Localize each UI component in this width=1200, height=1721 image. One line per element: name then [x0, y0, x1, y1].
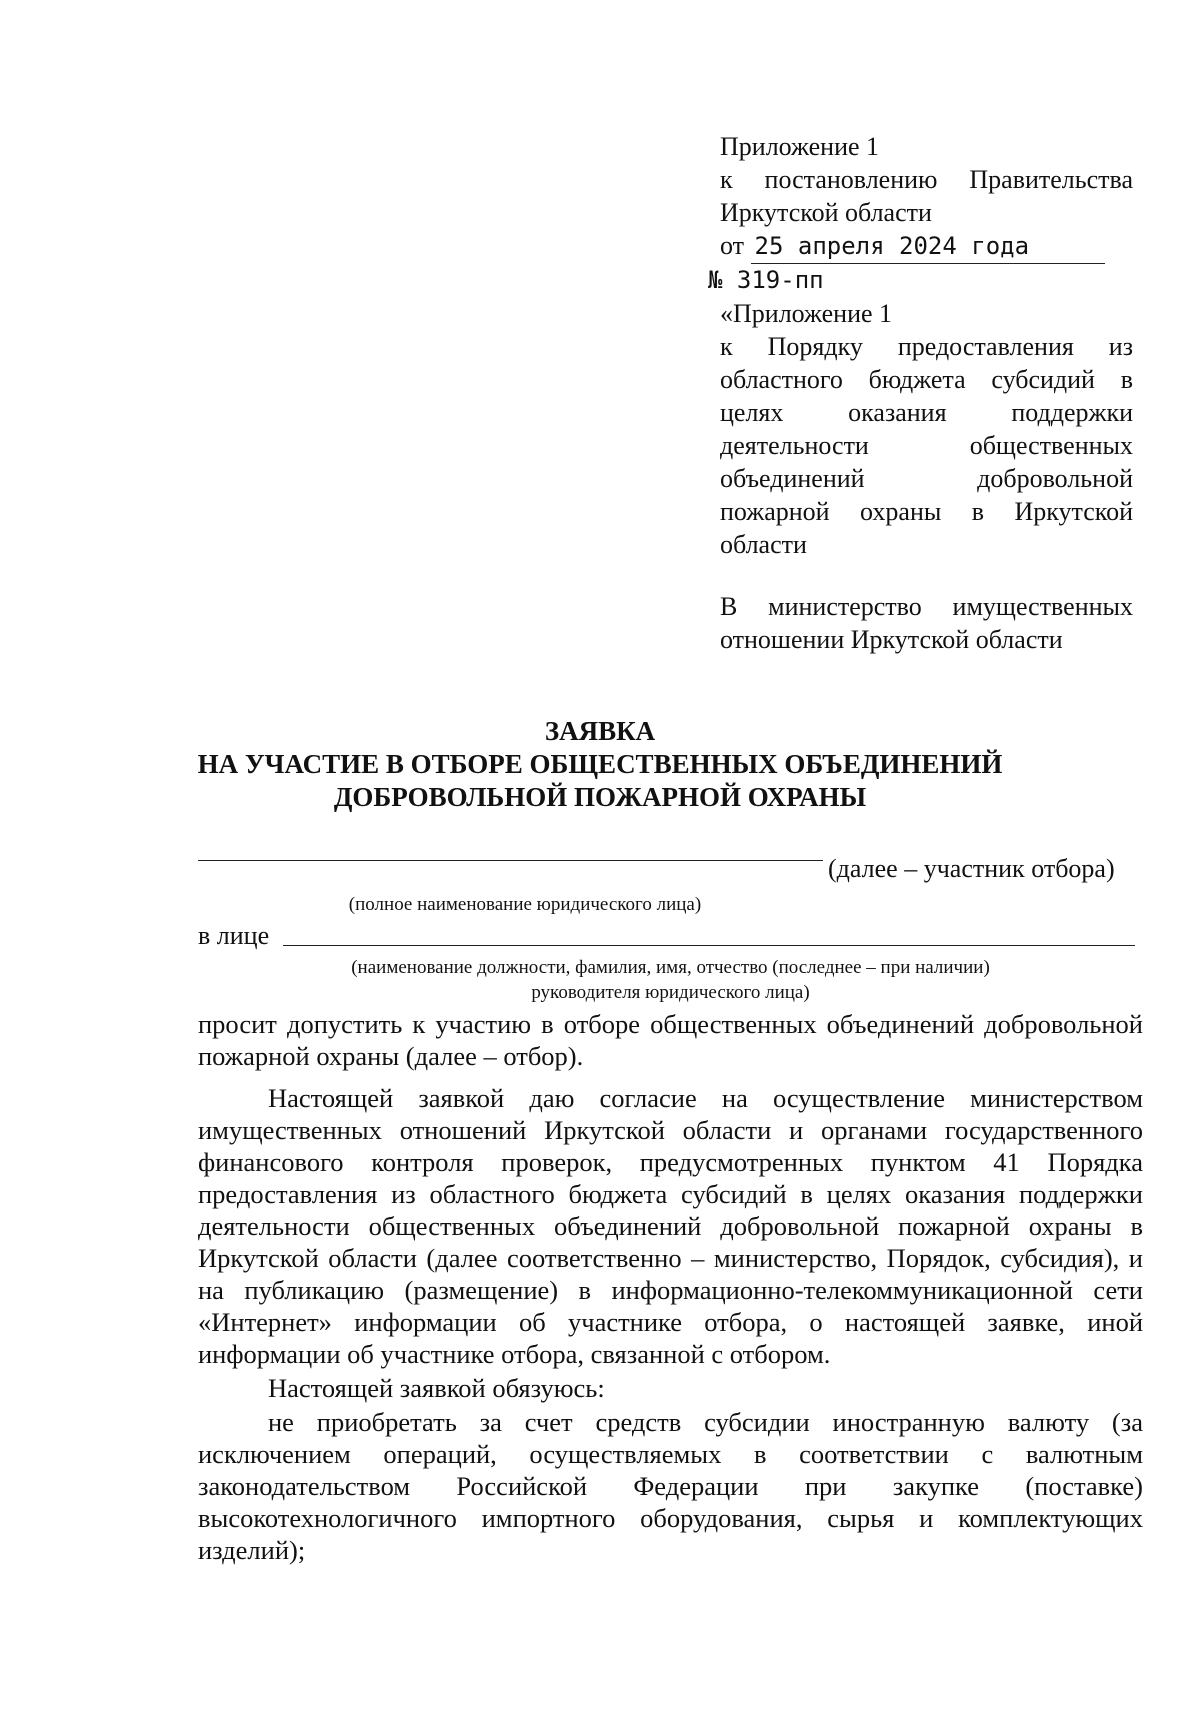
order-line: пожарной охраны в Иркутской [720, 497, 1133, 526]
addressee-line: В министерство имущественных [720, 592, 1133, 621]
date-row [720, 229, 1133, 264]
participant-name-field[interactable] [198, 860, 823, 861]
body-paragraph: просит допустить к участию в отборе общественных объединений добровольной пожарной охраны (далее – отбор). [198, 1009, 1143, 1071]
participant-caption: (полное наименование юридического лица) [348, 894, 702, 915]
region-line: Иркутской области [720, 198, 932, 227]
order-line: к Порядку предоставления из [720, 332, 1133, 361]
title-line: НА УЧАСТИЕ В ОТБОРЕ ОБЩЕСТВЕННЫХ ОБЪЕДИНЕНИЙ [197, 749, 1003, 779]
order-line: целях оказания поддержки [720, 398, 1133, 427]
body-paragraph: Настоящей заявкой обязуюсь: [268, 1373, 605, 1403]
order-line: объединений добровольной [720, 464, 1133, 493]
representative-caption: (наименование должности, фамилия, имя, отчество (последнее – при наличии) [351, 957, 990, 978]
date-value: 25 апреля 2024 года [751, 230, 1105, 264]
order-line: деятельности общественных [720, 431, 1133, 460]
representative-field[interactable] [283, 945, 1135, 946]
resolution-line: к постановлению Правительства [720, 165, 1133, 194]
addressee-block [720, 590, 1133, 656]
body-paragraph: не приобретать за счет средств субсидии иностранную валюту (за исключением операций, осуществляемых в соответствии с валютным законодательством Российской Федерации при закупке (поставке) высокотехнологичного импортного оборудования, сырья и комплектующих изделий); [198, 1407, 1143, 1565]
body-paragraph: Настоящей заявкой даю согласие на осуществление министерством имущественных отношений Иркутской области и органами государственного финансового контроля проверок, предусмотренных пунктом 41 Порядка предоставления из областного бюджета субсидий в целях оказания поддержки деятельности общественных объединений добровольной пожарной охраны в Иркутской области (далее соответственно – министерство, Порядок, субсидия), и на публикацию (размещение) в информационно-телекоммуникационной сети «Интернет» информации об участнике отбора, о настоящей заявке, иной информации об участнике отбора, связанной с отбором. [198, 1083, 1143, 1369]
title-line: ДОБРОВОЛЬНОЙ ПОЖАРНОЙ ОХРАНЫ [333, 782, 867, 812]
order-line: областного бюджета субсидий в [720, 365, 1133, 394]
participant-suffix: (далее – участник отбора) [828, 854, 1115, 883]
representative-caption: руководителя юридического лица) [531, 982, 810, 1003]
appendix-quote: «Приложение 1 [720, 299, 893, 328]
application-body [198, 1008, 1143, 1566]
order-line: области [720, 530, 807, 559]
title-line: ЗАЯВКА [544, 716, 656, 746]
document-title [150, 715, 1050, 814]
date-prefix: от [720, 231, 745, 260]
approval-header [708, 130, 1133, 561]
resolution-number: № 319-пп [708, 266, 824, 294]
appendix-line: Приложение 1 [720, 132, 880, 161]
in-person-label: в лице [198, 921, 270, 950]
addressee-line: отношении Иркутской области [720, 625, 1063, 654]
